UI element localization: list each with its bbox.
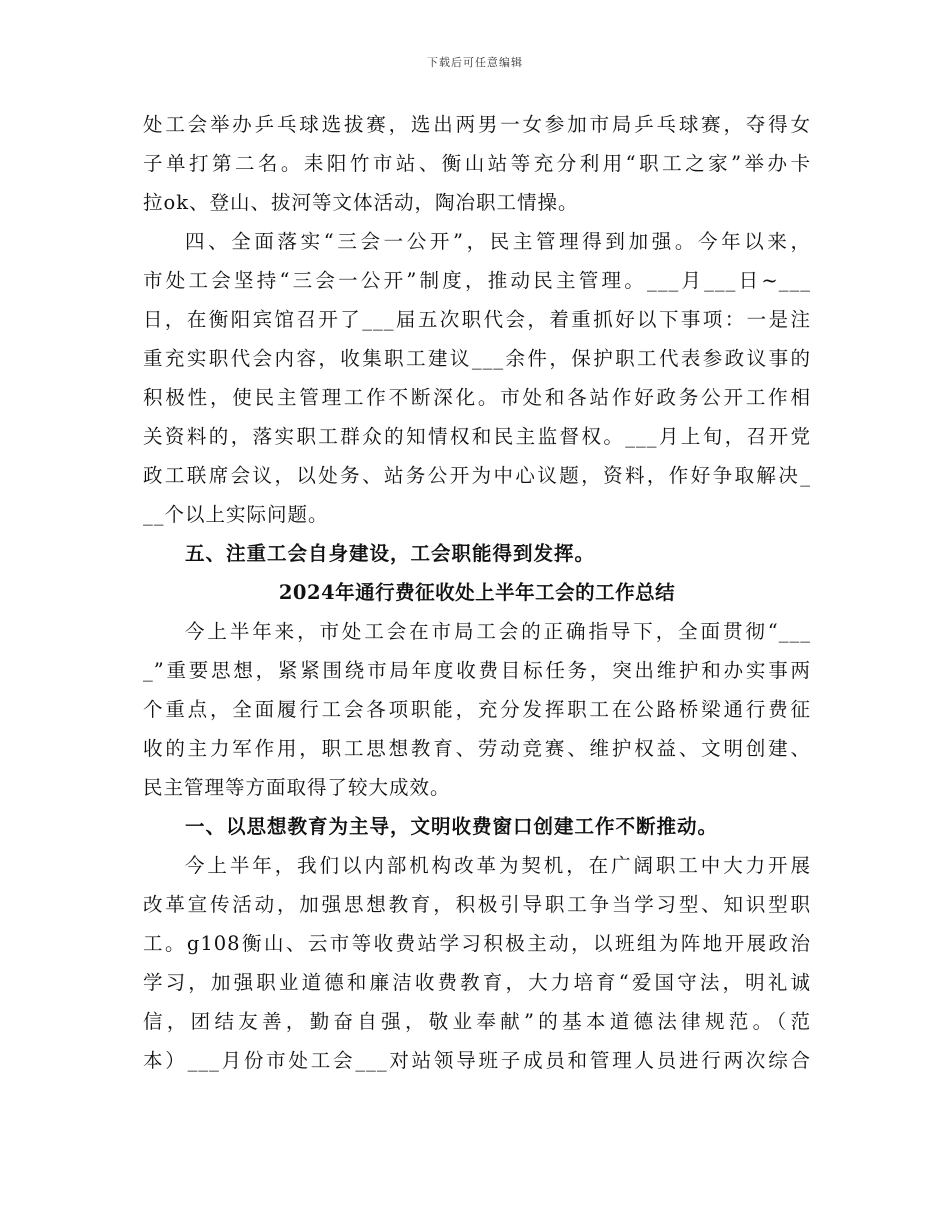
document-body xyxy=(143,105,811,1080)
text-line: 处工会举办乒乓球选拔赛，选出两男一女参加市局乒乓球赛，夺得女 xyxy=(143,113,811,136)
text-line: 积极性，使民主管理工作不断深化。市处和各站作好政务公开工作相 xyxy=(143,386,811,409)
text-line: 工。g108衡山、云市等收费站学习积极主动，以班组为阵地开展政治 xyxy=(143,932,811,955)
text-line: 今上半年，我们以内部机构改革为契机，在广阔职工中大力开展 xyxy=(185,854,811,877)
text-line: 改革宣传活动，加强思想教育，积极引导职工争当学习型、知识型职 xyxy=(143,893,811,916)
text-line: 民主管理等方面取得了较大成效。 xyxy=(143,776,451,799)
text-line: _”重要思想，紧紧围绕市局年度收费目标任务，突出维护和办实事两 xyxy=(143,659,811,682)
section-heading: 五、注重工会自身建设，工会职能得到发挥。 xyxy=(185,542,596,565)
text-line: 信，团结友善，勤奋自强，敬业奉献”的基本道德法律规范。（范 xyxy=(143,1010,811,1033)
text-line: 重充实职代会内容，收集职工建议___余件，保护职工代表参政议事的 xyxy=(143,347,811,370)
text-line: 学习，加强职业道德和廉洁收费教育，大力培育“爱国守法，明礼诚 xyxy=(143,971,811,994)
text-line: 本）___月份市处工会___对站领导班子成员和管理人员进行两次综合 xyxy=(143,1049,811,1072)
document-title: 2024年通行费征收处上半年工会的工作总结 xyxy=(278,581,676,604)
text-line: 个重点，全面履行工会各项职能，充分发挥职工在公路桥梁通行费征 xyxy=(143,698,811,721)
text-line: 日，在衡阳宾馆召开了___届五次职代会，着重抓好以下事项：一是注 xyxy=(143,308,811,331)
text-line: 市处工会坚持“三会一公开”制度，推动民主管理。___月___日~___ xyxy=(143,269,811,292)
text-line: 政工联席会议，以处务、站务公开为中心议题，资料，作好争取解决_ xyxy=(143,464,811,487)
page-header: 下载后可任意编辑 xyxy=(427,56,523,69)
section-heading: 一、以思想教育为主导，文明收费窗口创建工作不断推动。 xyxy=(185,815,719,838)
text-line: 子单打第二名。耒阳竹市站、衡山站等充分利用“职工之家”举办卡 xyxy=(143,152,811,175)
text-line: 拉ok、登山、拔河等文体活动，陶冶职工情操。 xyxy=(143,191,579,214)
text-line: 今上半年来，市处工会在市局工会的正确指导下，全面贯彻“___ xyxy=(185,620,811,643)
text-line: 收的主力军作用，职工思想教育、劳动竞赛、维护权益、文明创建、 xyxy=(143,737,811,760)
text-line: 关资料的，落实职工群众的知情权和民主监督权。___月上旬，召开党 xyxy=(143,425,811,448)
text-line: 四、全面落实“三会一公开”，民主管理得到加强。今年以来， xyxy=(185,230,811,253)
text-line: __个以上实际问题。 xyxy=(143,503,329,526)
